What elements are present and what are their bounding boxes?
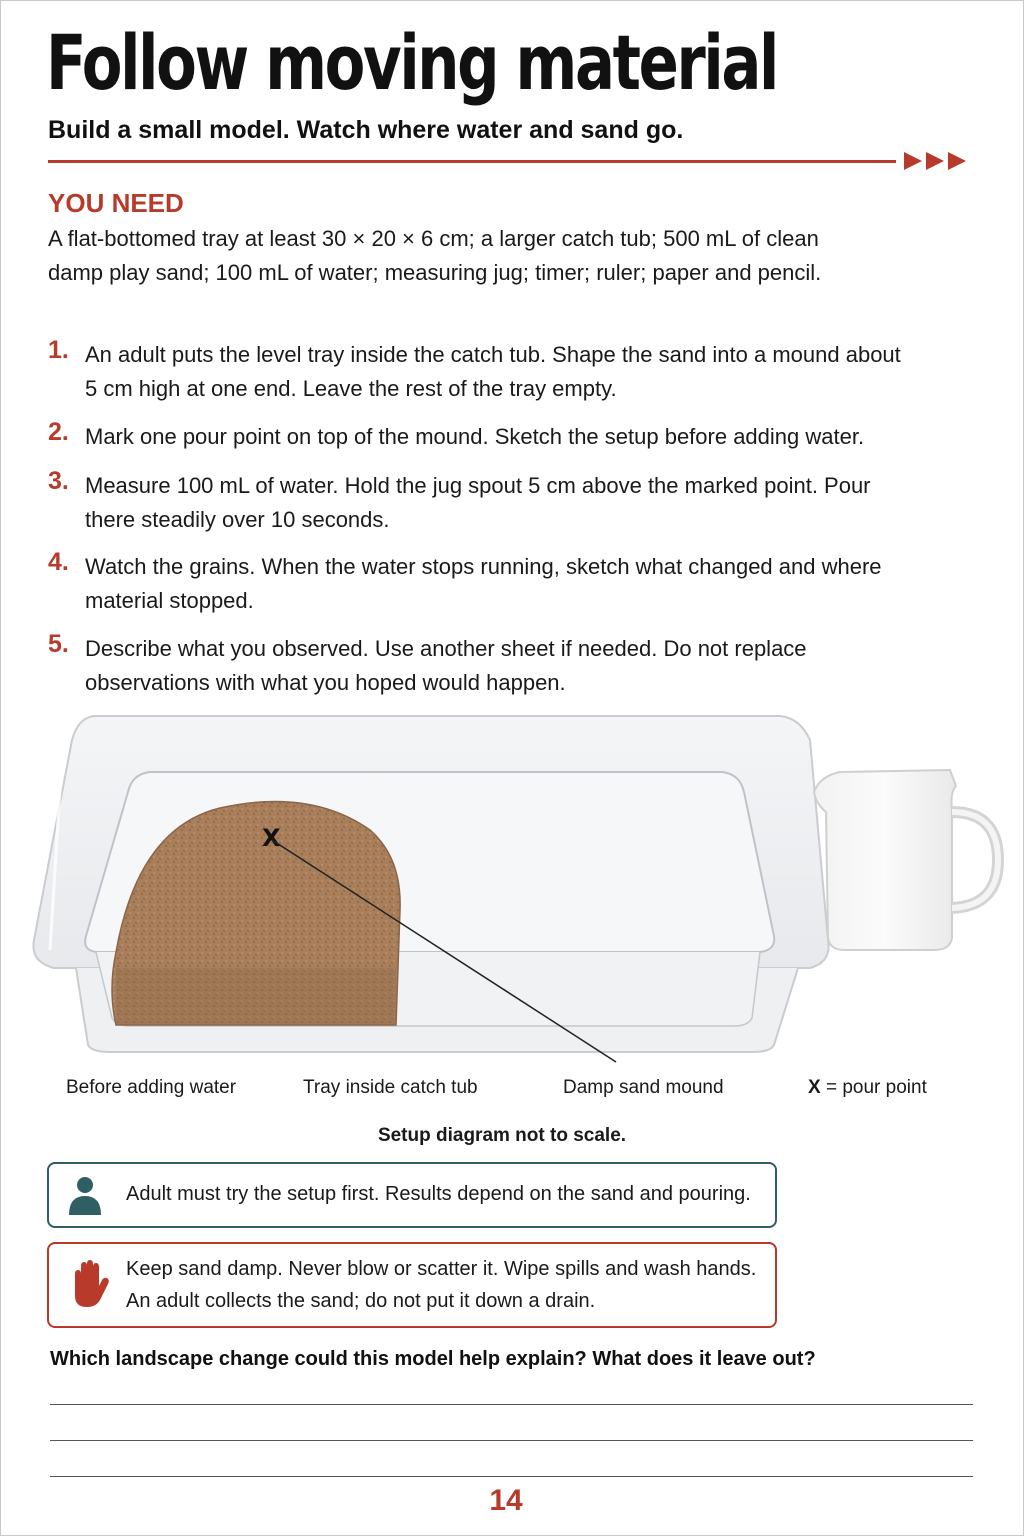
- diagram-note: Setup diagram not to scale.: [377, 1125, 627, 1146]
- answer-line[interactable]: [50, 1440, 973, 1441]
- step-number: 3.: [48, 467, 69, 495]
- step-text: Watch the grains. When the water stops running, sketch what changed and where material stopped.: [85, 554, 882, 613]
- answer-line[interactable]: [50, 1476, 973, 1477]
- page-number: 14: [489, 1484, 523, 1517]
- adult-notice: [47, 1162, 777, 1228]
- legend-symbol: X: [808, 1077, 821, 1098]
- step-text: Measure 100 mL of water. Hold the jug spout 5 cm above the marked point. Pour there steadily over 10 seconds.: [85, 473, 871, 532]
- safety-notice: [47, 1242, 777, 1328]
- step-number: 1.: [48, 336, 69, 364]
- setup-illustration: [20, 700, 1004, 1070]
- you-need-heading: YOU NEED: [48, 188, 184, 218]
- pour-point-mark: X: [262, 824, 281, 852]
- caption-legend: [808, 1077, 927, 1099]
- hand-stop-icon: [67, 1260, 111, 1308]
- page-title: Follow moving material: [46, 18, 778, 107]
- triple-arrow-icon: [902, 150, 974, 172]
- caption-mound: Damp sand mound: [563, 1077, 724, 1098]
- caption-tray: Tray inside catch tub: [303, 1077, 478, 1098]
- step-number: 2.: [48, 418, 69, 446]
- measuring-jug-icon: [814, 770, 998, 950]
- you-need-text: A flat-bottomed tray at least 30 × 20 × 6 cm; a larger catch tub; 500 mL of clean damp play sand; 100 mL of water; measuring jug; timer; ruler; paper and pencil.: [48, 226, 822, 285]
- step-text: Describe what you observed. Use another sheet if needed. Do not replace observations with what you hoped would happen.: [85, 636, 807, 695]
- step-text: An adult puts the level tray inside the catch tub. Shape the sand into a mound about 5 cm high at one end. Leave the rest of the tray empty.: [85, 342, 901, 401]
- page-subtitle: Build a small model. Watch where water and sand go.: [48, 116, 684, 144]
- person-icon: [67, 1175, 103, 1215]
- header-rule: [48, 160, 896, 163]
- adult-notice-text: Adult must try the setup first. Results depend on the sand and pouring.: [126, 1183, 751, 1205]
- step-number: 5.: [48, 630, 69, 658]
- legend-text: = pour point: [820, 1077, 927, 1098]
- step-number: 4.: [48, 548, 69, 576]
- safety-notice-text: Keep sand damp. Never blow or scatter it. Wipe spills and wash hands. An adult collects the sand; do not put it down a drain.: [126, 1258, 757, 1312]
- step-text: Mark one pour point on top of the mound. Sketch the setup before adding water.: [85, 424, 865, 449]
- answer-line[interactable]: [50, 1404, 973, 1405]
- reflection-question: Which landscape change could this model help explain? What does it leave out?: [50, 1348, 816, 1370]
- caption-before: Before adding water: [66, 1077, 237, 1098]
